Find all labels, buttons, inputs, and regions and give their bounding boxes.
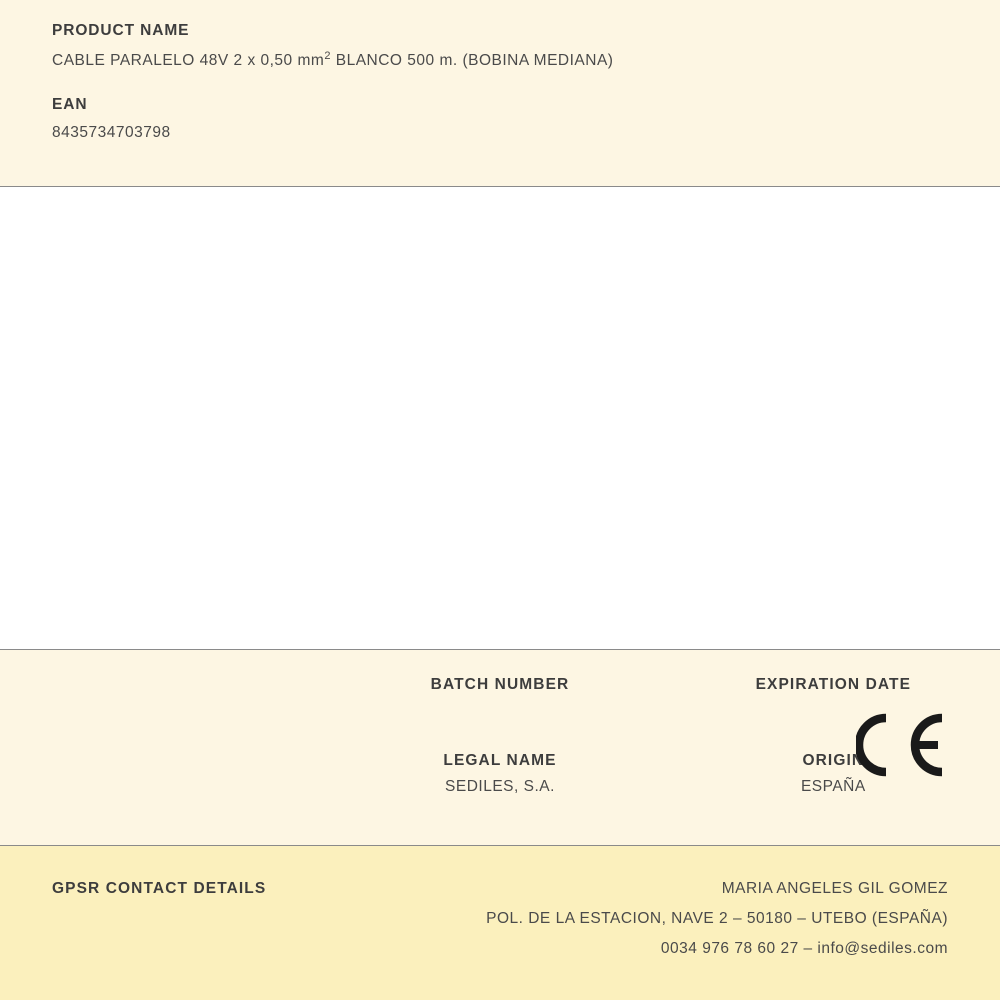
product-name-superscript: 2 xyxy=(324,50,331,62)
ean-block xyxy=(52,96,948,142)
ean-value: 8435734703798 xyxy=(52,124,171,142)
product-name-text-tail: BLANCO 500 m. (BOBINA MEDIANA) xyxy=(330,52,614,70)
gpsr-contact-name: MARIA ANGELES GIL GOMEZ xyxy=(721,880,948,897)
product-name-block xyxy=(52,22,948,70)
gpsr-footer-section xyxy=(0,846,1000,1000)
product-name-text: CABLE PARALELO 48V 2 x 0,50 mm xyxy=(52,52,325,70)
legal-name-value: SEDILES, S.A. xyxy=(445,778,555,795)
batch-number-label: BATCH NUMBER xyxy=(430,676,570,693)
expiration-date-block xyxy=(667,676,1000,702)
origin-block xyxy=(667,752,1000,796)
gpsr-contact-label: GPSR CONTACT DETAILS xyxy=(52,880,267,897)
legal-name-block xyxy=(333,752,666,796)
gpsr-contact-phone-email: 0034 976 78 60 27 – info@sediles.com xyxy=(660,940,948,957)
product-name-label: PRODUCT NAME xyxy=(52,22,190,39)
expiration-date-label: EXPIRATION DATE xyxy=(755,676,912,693)
info-row-batch-expiration xyxy=(0,650,1000,702)
info-row-legal-origin xyxy=(0,702,1000,796)
ean-label: EAN xyxy=(52,96,88,114)
ce-mark-icon xyxy=(856,712,948,778)
batch-number-block xyxy=(333,676,666,702)
origin-label: ORIGIN xyxy=(802,752,865,769)
product-header-section xyxy=(0,0,1000,187)
gpsr-contact-address: POL. DE LA ESTACION, NAVE 2 – 50180 – UTEBO (ESPAÑA) xyxy=(486,910,948,927)
origin-value: ESPAÑA xyxy=(800,778,866,795)
legal-name-label: LEGAL NAME xyxy=(443,752,557,769)
product-info-section xyxy=(0,650,1000,846)
info-cell-empty-left xyxy=(0,676,333,702)
product-name-value xyxy=(52,50,948,70)
gpsr-contact-details xyxy=(486,880,948,958)
info-cell-empty-left-2 xyxy=(0,752,333,796)
blank-content-area xyxy=(0,187,1000,650)
